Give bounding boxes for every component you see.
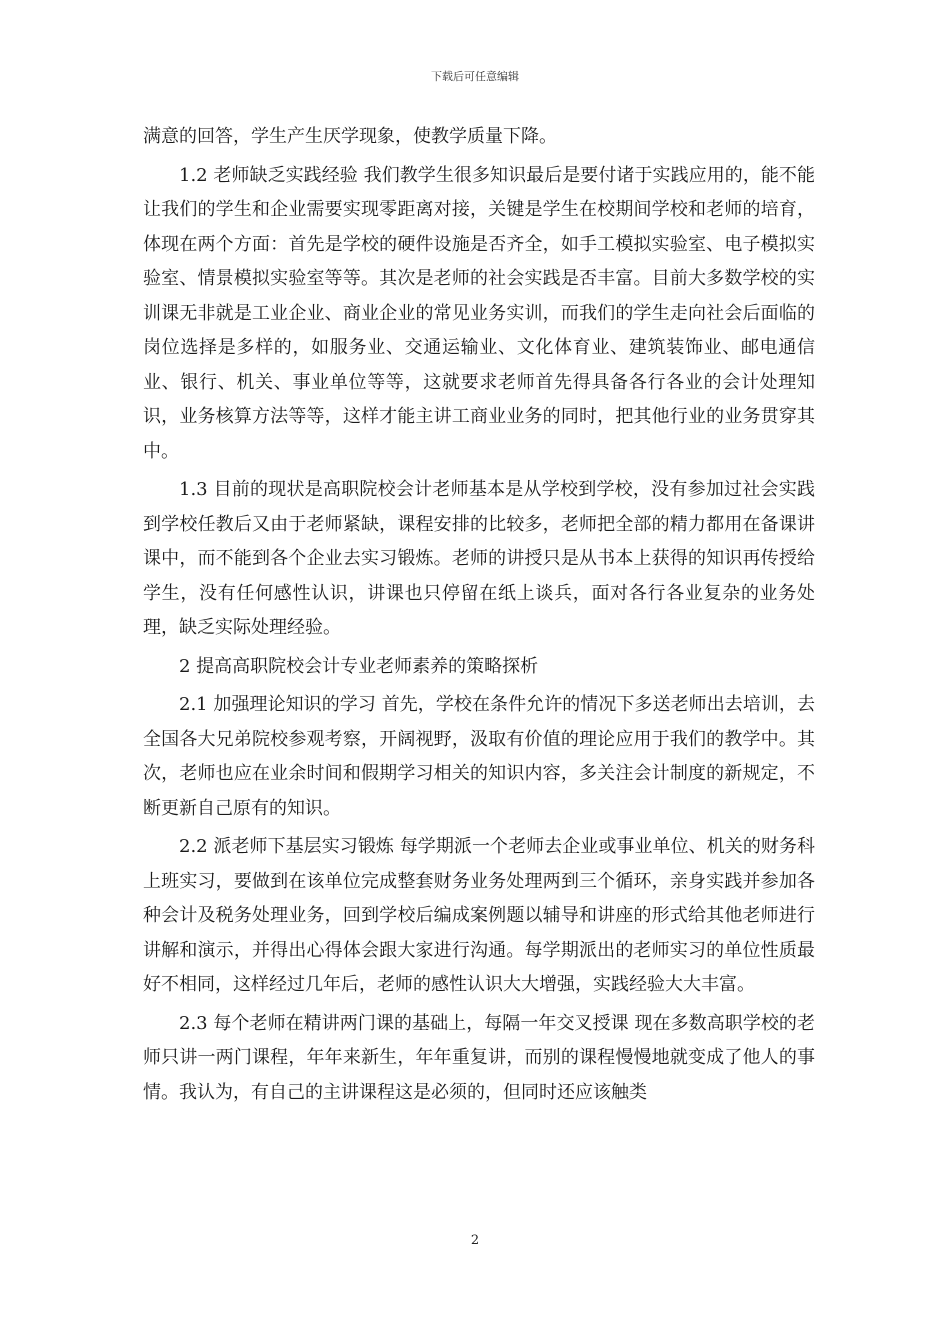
page-number: 2 <box>470 1233 480 1248</box>
paragraph-continuation: 满意的回答，学生产生厌学现象，使教学质量下降。 <box>143 126 557 147</box>
paragraph-section-1-2: 1.2 老师缺乏实践经验 我们教学生很多知识最后是要付诸于实践应用的，能不能让我们的学生和企业需要实现零距离对接，关键是学生在校期间学校和老师的培育，体现在两个方面：首先是学校的硬件设施是否齐全，如手工模拟实验室、电子模拟实验室、情景模拟实验室等等。其次是老师的社会实践是否丰富。目前大多数学校的实训课无非就是工业企业、商业企业的常见业务实训，而我们的学生走向社会后面临的岗位选择是多样的，如服务业、交通运输业、文化体育业、建筑装饰业、邮电通信业、银行、机关、事业单位等等，这就要求老师首先得具备各行各业的会计处理知识，业务核算方法等等，这样才能主讲工商业业务的同时，把其他行业的业务贯穿其中。 <box>143 164 815 462</box>
paragraph-section-1-3: 1.3 目前的现状是高职院校会计老师基本是从学校到学校，没有参加过社会实践 到学校任教后又由于老师紧缺，课程安排的比较多，老师把全部的精力都用在备课讲课中，而不能到各个企业去实习锻炼。老师的讲授只是从书本上获得的知识再传授给学生，没有任何感性认识，讲课也只停留在纸上谈兵，面对各行各业复杂的业务处理，缺乏实际处理经验。 <box>143 479 815 638</box>
paragraph-section-2-2: 2.2 派老师下基层实习锻炼 每学期派一个老师去企业或事业单位、机关的财务科上班实习，要做到在该单位完成整套财务业务处理两到三个循环，亲身实践并参加各种会计及税务处理业务，回到学校后编成案例题以辅导和讲座的形式给其他老师进行讲解和演示，并得出心得体会跟大家进行沟通。每学期派出的老师实习的单位性质最好不相同，这样经过几年后，老师的感性认识大大增强，实践经验大大丰富。 <box>143 836 815 995</box>
paragraph-section-2-3: 2.3 每个老师在精讲两门课的基础上，每隔一年交叉授课 现在多数高职学校的老师只讲一两门课程，年年来新生，年年重复讲，而别的课程慢慢地就变成了他人的事情。我认为，有自己的主讲课程这是必须的，但同时还应该触类 <box>143 1012 815 1103</box>
paragraph-section-2-1: 2.1 加强理论知识的学习 首先，学校在条件允许的情况下多送老师出去培训，去全国各大兄弟院校参观考察，开阔视野，汲取有价值的理论应用于我们的教学中。其次，老师也应在业余时间和假期学习相关的知识内容，多关注会计制度的新规定，不断更新自己原有的知识。 <box>143 694 815 819</box>
section-heading-2: 2 提高高职院校会计专业老师素养的策略探析 <box>179 655 539 677</box>
page-header: 下载后可任意编辑 <box>431 70 519 83</box>
document-body <box>143 120 815 1114</box>
